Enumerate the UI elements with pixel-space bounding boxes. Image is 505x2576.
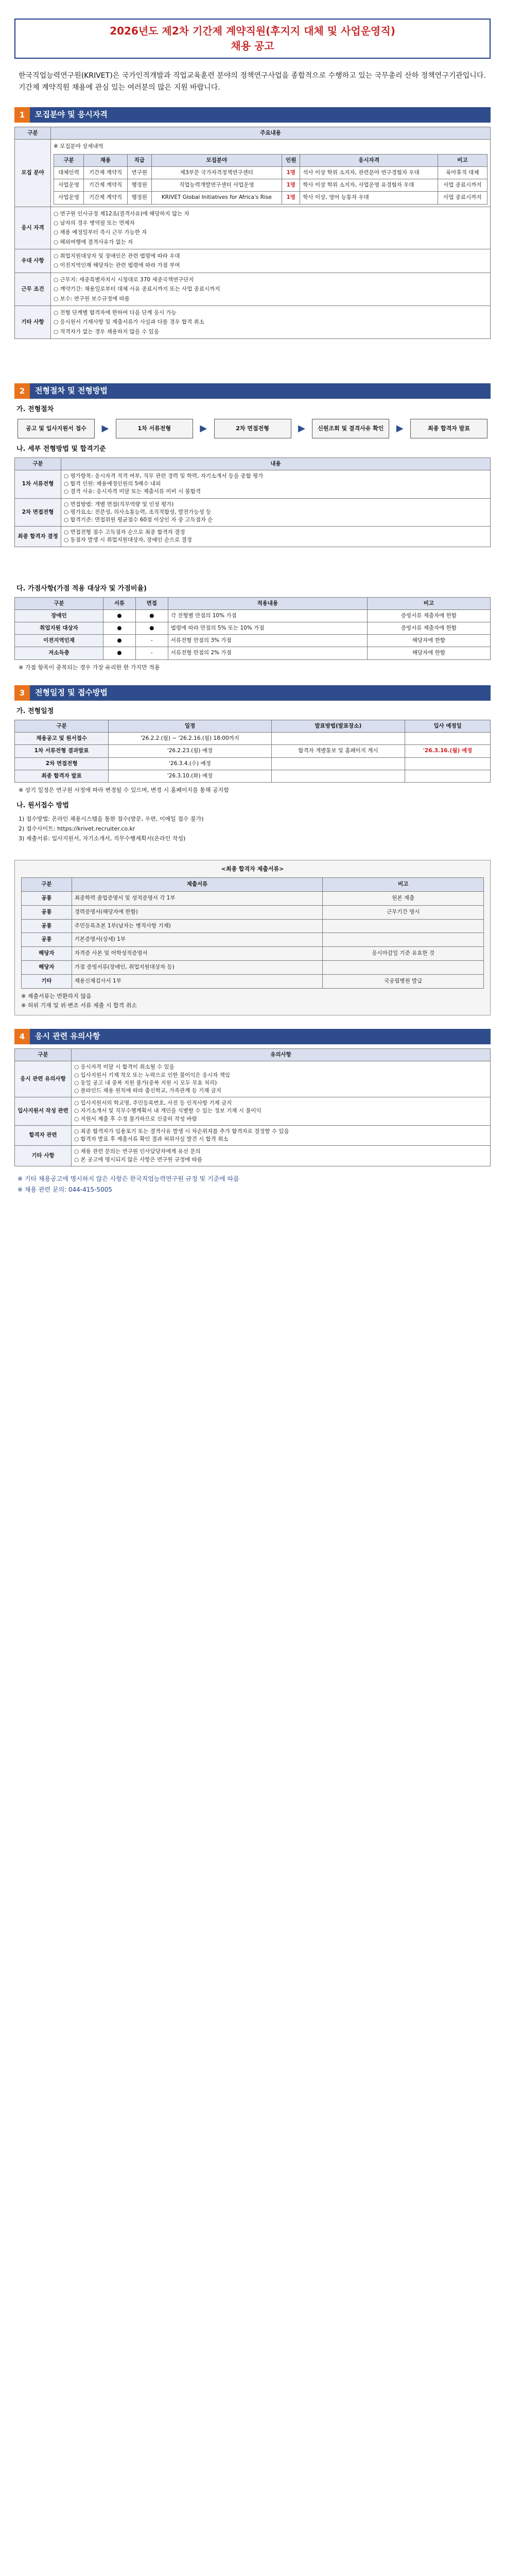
- points-itv: -: [135, 635, 168, 647]
- qual-line: ○ 채용 예정일부터 즉시 근무 가능한 자: [54, 229, 147, 236]
- points-desc: 서류전형 만점의 2% 가점: [168, 647, 367, 659]
- section-header-process: [14, 383, 491, 399]
- recruit-cell-req: 학사 이상 학위 소지자, 사업운영 유경험자 우대: [300, 179, 438, 192]
- section-title: 모집분야 및 응시자격: [35, 110, 108, 120]
- points-desc: 각 전형별 만점의 10% 가점: [168, 609, 367, 622]
- points-sub: 다. 가점사항(가점 적용 대상자 및 가점비율): [16, 584, 147, 592]
- process-step: 2차 면접전형: [214, 419, 291, 438]
- points-itv: -: [135, 647, 168, 659]
- schedule-date: '26.2.2.(월) ~ '26.2.16.(월) 18:00까지: [109, 733, 271, 745]
- points-row: [15, 622, 491, 634]
- schedule-start: '26.3.16.(월) 예정: [405, 745, 491, 757]
- process-flow: [18, 419, 487, 438]
- inner-head-cell: 모집분야: [151, 154, 282, 166]
- section-title: 전형일정 및 접수방법: [35, 688, 108, 698]
- docs-remark: 국공립병원 발급: [323, 974, 484, 988]
- schedule-sub1: 가. 전형일정: [16, 707, 54, 716]
- etc-label: 기타 사항: [15, 306, 51, 338]
- schedule-publish: [271, 770, 405, 782]
- process-table: [14, 457, 491, 547]
- docs-key: 공통: [22, 919, 72, 933]
- schedule-start: [405, 757, 491, 770]
- process-row-key: 최종 합격자 결정: [15, 527, 61, 547]
- section-header-schedule: [14, 685, 491, 701]
- recruit-cell-type: 기간제 계약직: [84, 179, 128, 192]
- inner-head-cell: 구분: [54, 154, 84, 166]
- points-head-cell: 구분: [15, 597, 103, 609]
- method-lines: [19, 814, 486, 844]
- cond-line: ○ 계약기간: 채용일로부터 대체 사유 종료시까지 또는 사업 종료시까지: [54, 286, 220, 293]
- caution-row: [15, 1061, 491, 1097]
- recruit-cell-remark: 사업 종료시까지: [438, 192, 487, 204]
- points-doc: ●: [103, 647, 136, 659]
- etc-cell: [51, 306, 491, 338]
- points-head-cell: 비고: [367, 597, 490, 609]
- caution-key: 응시 관련 유의사항: [15, 1061, 72, 1097]
- schedule-sub2: 나. 원서접수 방법: [16, 801, 69, 809]
- recruit-cell-req: 학사 이상, 영어 능통자 우대: [300, 192, 438, 204]
- schedule-row: [15, 733, 491, 745]
- recruit-cell-group: 사업운영: [54, 179, 84, 192]
- cond-line: ○ 보수: 연구원 보수규정에 따름: [54, 295, 130, 302]
- points-head-cell: 서류: [103, 597, 136, 609]
- docs-value: 기본증명서(상세) 1부: [72, 933, 323, 947]
- process-step: 공고 및 입사지원서 접수: [18, 419, 95, 438]
- method-line: 1) 접수방법: 온라인 채용시스템을 통한 접수(방문, 우편, 이메일 접수 불가): [19, 815, 204, 822]
- recruit-row: [54, 192, 487, 204]
- docs-row: [22, 891, 484, 905]
- prefer-label: 우대 사항: [15, 249, 51, 273]
- etc-line: ○ 적격자가 없는 경우 채용하지 않을 수 있음: [54, 328, 159, 335]
- schedule-publish: [271, 757, 405, 770]
- schedule-date: '26.3.10.(화) 예정: [109, 770, 271, 782]
- schedule-key: 1차 서류전형 결과발표: [15, 745, 109, 757]
- recruit-cell-req: 석사 이상 학위 소지자, 관련분야 연구경험자 우대: [300, 166, 438, 179]
- points-doc: ●: [103, 635, 136, 647]
- docs-title: <최종 합격자 제출서류>: [221, 866, 284, 873]
- caution-row: [15, 1097, 491, 1126]
- caution-head-col2: 유의사항: [72, 1049, 491, 1061]
- docs-value: 최종학력 졸업증명서 및 성적증명서 각 1부: [72, 891, 323, 905]
- points-row: [15, 647, 491, 659]
- process-step: 최종 합격자 발표: [410, 419, 487, 438]
- points-key: 이전지역인재: [15, 635, 103, 647]
- schedule-row: [15, 770, 491, 782]
- docs-note1: ※ 제출서류는 반환하지 않음: [21, 992, 92, 999]
- recruit-cell-count: 1명: [282, 179, 300, 192]
- inner-head-cell: 직급: [127, 154, 151, 166]
- schedule-row: [15, 757, 491, 770]
- docs-row: [22, 933, 484, 947]
- qual-line: ○ 연구원 인사규정 제12조(결격사유)에 해당하지 않는 자: [54, 210, 189, 217]
- docs-row: [22, 947, 484, 961]
- schedule-publish: 합격자 개별통보 및 홈페이지 게시: [271, 745, 405, 757]
- flow-arrow-icon: ▶: [396, 422, 404, 434]
- method-line: 2) 접수사이트: https://krivet.recruiter.co.kr: [19, 825, 135, 832]
- qual-line: ○ 해외여행에 결격사유가 없는 자: [54, 239, 133, 245]
- docs-row: [22, 905, 484, 919]
- recruit-cell-field: 직업능력개발연구센터 사업운영: [151, 179, 282, 192]
- recruit-cell-type: 기간제 계약직: [84, 166, 128, 179]
- prefer-line: ○ 이전지역인재 해당자는 관련 법령에 따라 가점 부여: [54, 262, 180, 269]
- etc-line: ○ 전형 단계별 합격자에 한하여 다음 단계 응시 가능: [54, 309, 177, 316]
- schedule-publish: [271, 733, 405, 745]
- schedule-note: ※ 상기 일정은 연구원 사정에 따라 변경될 수 있으며, 변경 시 홈페이지를 통해 공지함: [19, 787, 229, 794]
- points-desc: 서류전형 만점의 3% 가점: [168, 635, 367, 647]
- schedule-head-cell: 일정: [109, 720, 271, 733]
- process-row-value: ○ 면접전형 점수 고득점자 순으로 최종 합격자 결정 ○ 동점자 발생 시 취업지원대상자, 장애인 순으로 결정: [61, 527, 491, 547]
- intro-paragraph: 한국직업능력연구원(KRIVET)은 국가인적개발과 직업교육훈련 분야의 정책연구사업을 종합적으로 수행하고 있는 국무총리 산하 정책연구기관입니다. 기간제 계약직원 채용에 관심 있는 여러분의 많은 지원 바랍니다.: [19, 72, 486, 92]
- docs-value: 채용신체검사서 1부: [72, 974, 323, 988]
- recruit-row: [54, 179, 487, 192]
- points-row: [15, 609, 491, 622]
- caution-head-col1: 구분: [15, 1049, 72, 1061]
- inner-head-cell: 응시자격: [300, 154, 438, 166]
- schedule-key: 최종 합격자 발표: [15, 770, 109, 782]
- points-key: 저소득층: [15, 647, 103, 659]
- caution-key: 입사지원서 작성 관련: [15, 1097, 72, 1126]
- flow-arrow-icon: ▶: [200, 422, 207, 434]
- process-sub1: 가. 전형절차: [16, 405, 54, 413]
- caution-value: ○ 입사지원서의 학교명, 주민등록번호, 사진 등 인적사항 기재 금지 ○ 자기소개서 및 직무수행계획서 내 개인을 식별할 수 있는 정보 기재 시 불이익 ○ 지원서 제출 후 수정 불가하므로 신중히 작성 바람: [72, 1097, 491, 1126]
- docs-remark: 응시마감일 기준 유효한 것: [323, 947, 484, 961]
- schedule-start: [405, 733, 491, 745]
- docs-head-cell: 제출서류: [72, 878, 323, 892]
- process-row: [15, 527, 491, 547]
- inner-head-cell: 인원: [282, 154, 300, 166]
- notice-title-box: [14, 19, 491, 59]
- recruit-cell-remark: 육아휴직 대체: [438, 166, 487, 179]
- footer-line1: ※ 기타 채용공고에 명시하지 않은 사항은 한국직업능력연구원 규정 및 기준에 따름: [18, 1175, 239, 1182]
- docs-box: [14, 860, 491, 1015]
- schedule-head-cell: 구분: [15, 720, 109, 733]
- qual-label: 응시 자격: [15, 207, 51, 249]
- points-key: 취업지원 대상자: [15, 622, 103, 634]
- process-row: [15, 498, 491, 527]
- recruit-cell-group: 대체인력: [54, 166, 84, 179]
- recruit-field-cell: [51, 140, 491, 207]
- cond-line: ○ 근무지: 세종특별자치시 시청대로 370 세종국책연구단지: [54, 276, 194, 283]
- points-remark: 증빙서류 제출자에 한함: [367, 609, 490, 622]
- inner-head-cell: 채용: [84, 154, 128, 166]
- docs-remark: [323, 919, 484, 933]
- section-title: 응시 관련 유의사항: [35, 1031, 100, 1041]
- footer-line2: ※ 채용 관련 문의: 044-415-5005: [18, 1186, 112, 1194]
- points-row: [15, 635, 491, 647]
- recruit-inner-table: [54, 154, 487, 205]
- docs-table: [21, 877, 484, 989]
- caution-row: [15, 1146, 491, 1166]
- recruit-cell-group: 사업운영: [54, 192, 84, 204]
- process-head-col2: 내용: [61, 457, 491, 470]
- process-sub2: 나. 세부 전형방법 및 합격기준: [16, 445, 106, 453]
- docs-remark: 근무기간 명시: [323, 905, 484, 919]
- docs-value: 주민등록초본 1부(남자는 병적사항 기재): [72, 919, 323, 933]
- caution-key: 합격자 관련: [15, 1125, 72, 1145]
- schedule-start: [405, 770, 491, 782]
- schedule-date: '26.2.23.(월) 예정: [109, 745, 271, 757]
- docs-row: [22, 919, 484, 933]
- docs-key: 공통: [22, 905, 72, 919]
- caution-value: ○ 응시자격 미달 시 합격이 취소될 수 있음 ○ 입사지원서 기재 착오 또는 누락으로 인한 불이익은 응시자 책임 ○ 동일 공고 내 중복 지원 불가(중복 지원 시 모두 무효 처리) ○ 블라인드 채용 원칙에 따라 출신학교, 가족관계 등 기재 금지: [72, 1061, 491, 1097]
- docs-head-cell: 구분: [22, 878, 72, 892]
- section-number: 3: [14, 685, 30, 701]
- process-row: [15, 470, 491, 498]
- recruit-head-col2: 주요내용: [51, 127, 491, 140]
- notice-title-line2: 채용 공고: [231, 40, 274, 52]
- process-row-value: ○ 평가항목: 응시자격 적격 여부, 직무 관련 경력 및 학력, 자기소개서 등을 종합 평가 ○ 합격 인원: 채용예정인원의 5배수 내외 ○ 결격 사유: 응시자격 미달 또는 제출서류 미비 시 불합격: [61, 470, 491, 498]
- docs-note2: ※ 허위 기재 및 위·변조 서류 제출 시 합격 취소: [21, 1002, 137, 1009]
- recruit-field-label: 모집 분야: [15, 140, 51, 207]
- points-head-cell: 적용내용: [168, 597, 367, 609]
- docs-value: 가점 증빙서류(장애인, 취업지원대상자 등): [72, 961, 323, 975]
- process-step: 신원조회 및 결격사유 확인: [312, 419, 389, 438]
- points-key: 장애인: [15, 609, 103, 622]
- docs-head-cell: 비고: [323, 878, 484, 892]
- points-head-cell: 면접: [135, 597, 168, 609]
- recruit-row: [54, 166, 487, 179]
- process-row-key: 1차 서류전형: [15, 470, 61, 498]
- caution-value: ○ 채용 관련 문의는 연구원 인사담당자에게 유선 문의 ○ 본 공고에 명시되지 않은 사항은 연구원 규정에 따름: [72, 1146, 491, 1166]
- points-remark: 해당자에 한함: [367, 647, 490, 659]
- recruit-cell-remark: 사업 종료시까지: [438, 179, 487, 192]
- schedule-key: 2차 면접전형: [15, 757, 109, 770]
- flow-arrow-icon: ▶: [101, 422, 109, 434]
- footer: [18, 1174, 487, 1196]
- recruit-cell-grade: 행정원: [127, 179, 151, 192]
- section-title: 전형절차 및 전형방법: [35, 386, 108, 396]
- points-itv: ●: [135, 609, 168, 622]
- cond-cell: [51, 273, 491, 306]
- points-doc: ●: [103, 609, 136, 622]
- points-itv: ●: [135, 622, 168, 634]
- caution-key: 기타 사항: [15, 1146, 72, 1166]
- docs-remark: [323, 961, 484, 975]
- docs-key: 해당자: [22, 961, 72, 975]
- docs-value: 경력증명서(해당자에 한함): [72, 905, 323, 919]
- points-note: ※ 가점 항목이 중복되는 경우 가장 유리한 한 가지만 적용: [19, 664, 160, 671]
- schedule-date: '26.3.4.(수) 예정: [109, 757, 271, 770]
- docs-row: [22, 974, 484, 988]
- inner-head-cell: 비고: [438, 154, 487, 166]
- section-number: 2: [14, 383, 30, 399]
- docs-key: 해당자: [22, 947, 72, 961]
- schedule-row: [15, 745, 491, 757]
- recruit-cell-count: 1명: [282, 166, 300, 179]
- method-line: 3) 제출서류: 입사지원서, 자기소개서, 직무수행계획서(온라인 작성): [19, 835, 186, 842]
- process-row-key: 2차 면접전형: [15, 498, 61, 527]
- points-desc: 법령에 따라 만점의 5% 또는 10% 가점: [168, 622, 367, 634]
- section-number: 4: [14, 1029, 30, 1044]
- caution-table: [14, 1048, 491, 1166]
- caution-value: ○ 최종 합격자가 임용포기 또는 결격사유 발생 시 차순위자를 추가 합격자로 결정할 수 있음 ○ 합격자 발표 후 제출서류 확인 결과 허위사실 발견 시 합격 취소: [72, 1125, 491, 1145]
- flow-arrow-icon: ▶: [298, 422, 305, 434]
- recruit-cell-count: 1명: [282, 192, 300, 204]
- points-remark: 증빙서류 제출자에 한함: [367, 622, 490, 634]
- qual-line: ○ 남자의 경우 병역필 또는 면제자: [54, 219, 135, 226]
- recruit-cell-grade: 행정원: [127, 192, 151, 204]
- section-header-caution: [14, 1029, 491, 1044]
- process-row-value: ○ 면접방법: 개별 면접(직무역량 및 인성 평가) ○ 평가요소: 전문성, 의사소통능력, 조직적합성, 발전가능성 등 ○ 합격기준: 면접위원 평균점수 60점 이상인 자 중 고득점자 순: [61, 498, 491, 527]
- docs-key: 공통: [22, 891, 72, 905]
- caution-row: [15, 1125, 491, 1145]
- docs-remark: [323, 933, 484, 947]
- docs-value: 자격증 사본 및 어학성적증명서: [72, 947, 323, 961]
- points-table: [14, 597, 491, 660]
- docs-key: 공통: [22, 933, 72, 947]
- points-remark: 해당자에 한함: [367, 635, 490, 647]
- process-head-col1: 구분: [15, 457, 61, 470]
- docs-remark: 원본 제출: [323, 891, 484, 905]
- recruit-cell-field: KRIVET Global Initiatives for Africa's Rise: [151, 192, 282, 204]
- etc-line: ○ 응시원서 기재사항 및 제출서류가 사실과 다를 경우 합격 취소: [54, 319, 204, 326]
- recruit-head-col1: 구분: [15, 127, 51, 140]
- schedule-table: [14, 720, 491, 783]
- schedule-head-cell: 입사 예정일: [405, 720, 491, 733]
- qual-cell: [51, 207, 491, 249]
- docs-key: 기타: [22, 974, 72, 988]
- recruit-subnote: ※ 모집분야 상세내역: [54, 143, 103, 150]
- section-number: 1: [14, 107, 30, 123]
- schedule-head-cell: 발표방법(발표장소): [271, 720, 405, 733]
- docs-row: [22, 961, 484, 975]
- prefer-cell: [51, 249, 491, 273]
- recruit-cell-type: 기간제 계약직: [84, 192, 128, 204]
- schedule-key: 채용공고 및 원서접수: [15, 733, 109, 745]
- section-header-recruit: [14, 107, 491, 123]
- process-step: 1차 서류전형: [116, 419, 193, 438]
- notice-title-line1: 2026년도 제2차 기간제 계약직원(후지지 대체 및 사업운영직): [110, 25, 395, 37]
- points-doc: ●: [103, 622, 136, 634]
- recruit-cell-grade: 연구원: [127, 166, 151, 179]
- recruit-table: [14, 127, 491, 339]
- prefer-line: ○ 취업지원대상자 및 장애인은 관련 법령에 따라 우대: [54, 253, 180, 259]
- cond-label: 근무 조건: [15, 273, 51, 306]
- recruit-cell-field: 제3부문 국가자격정책연구센터: [151, 166, 282, 179]
